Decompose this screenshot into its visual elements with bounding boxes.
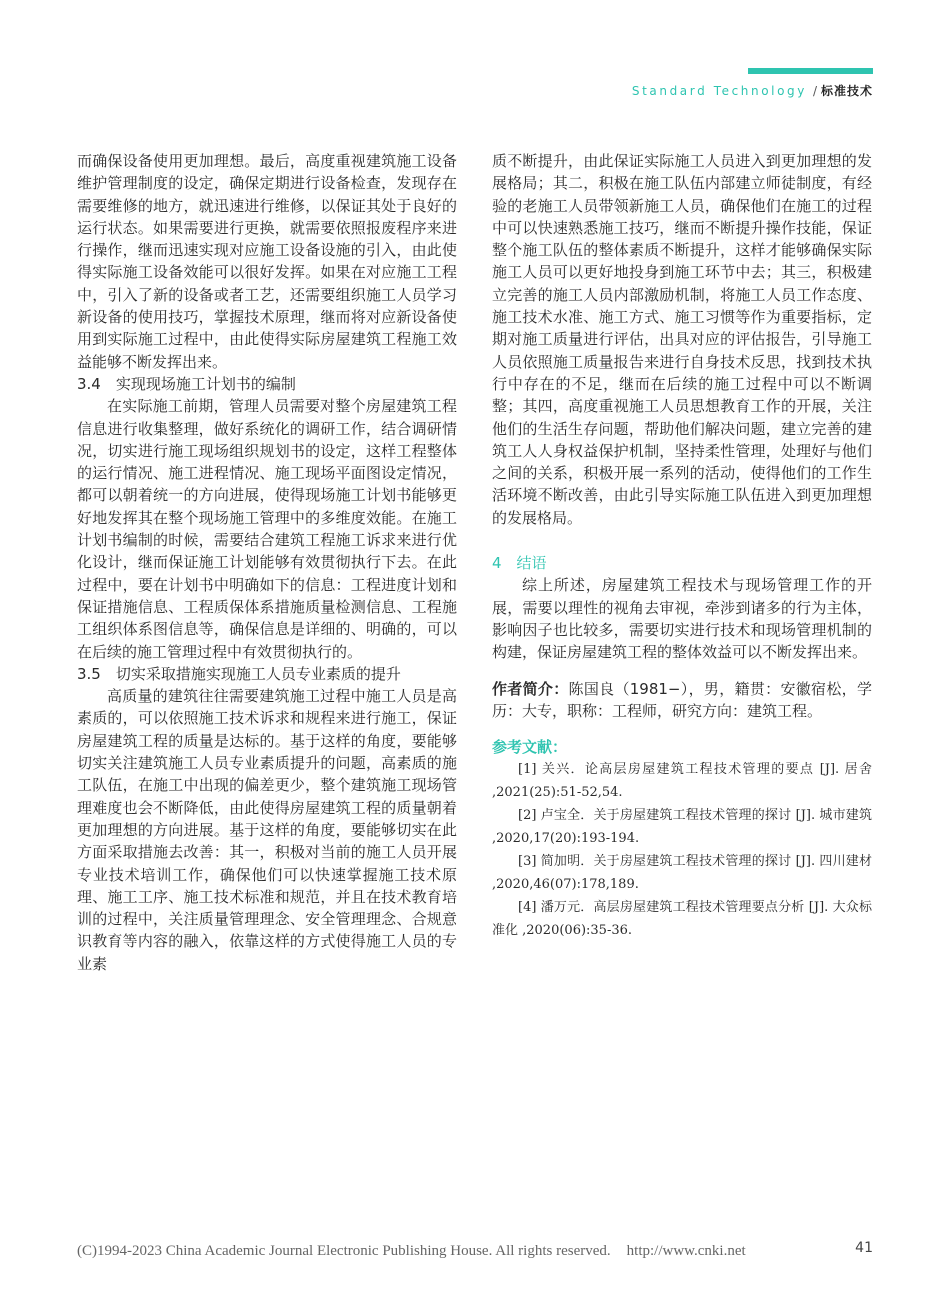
reference-item: [3] 简加明．关于房屋建筑工程技术管理的探讨 [J]. 四川建材 ,2020,46(07):178,189.: [492, 854, 872, 893]
paragraph-equipment: 而确保设备使用更加理想。最后，高度重视建筑施工设备维护管理制度的设定，确保定期进行设备检查，发现存在需要维修的地方，就迅速进行维修，以保证其处于良好的运行状态。如果需要进行更换，就需要依照报废程序来进行操作，继而迅速实现对应施工设备设施的引入，由此使得实际施工设备效能可以很好发挥。如果在对应施工工程中，引入了新的设备或者工艺，还需要组织施工人员学习新设备的使用技巧，掌握技术原理，继而将对应新设备使用到实际施工过程中，由此使得实际房屋建筑工程施工效益能够不断发挥出来。: [77, 152, 457, 371]
section-title-conclusion: 4 结语: [492, 554, 547, 573]
cnki-link[interactable]: http://www.cnki.net: [626, 1243, 746, 1259]
paragraph-personnel-continued: 质不断提升，由此保证实际施工人员进入到更加理想的发展格局；其二，积极在施工队伍内部建立师徒制度，有经验的老施工人员带领新施工人员，确保他们在施工的过程中可以快速熟悉施工技巧，继而不断提升操作技能，保证整个施工队伍的整体素质不断提升，这样才能够确保实际施工人员可以更好地投身到施工环节中去；其三，积极建立完善的施工人员内部激励机制，将施工人员工作态度、施工技术水准、施工方式、施工习惯等作为重要指标，定期对施工质量进行评估，出具对应的评估报告，引导施工人员依照施工质量报告来进行自身技术反思，找到技术执行中存在的不足，继而在后续的施工过程中可以不断调整；其四，高度重视施工人员思想教育工作的开展，关注他们的生活生存问题，帮助他们解决问题，建立完善的建筑工人人身权益保护机制，坚持柔性管理，处理好与他们之间的关系，积极开展一系列的活动，使得他们的工作生活环境不断改善，由此引导实际施工队伍进入到更加理想的发展格局。: [492, 152, 872, 527]
left-column: [77, 150, 457, 975]
reference-item: [1] 关兴．论高层房屋建筑工程技术管理的要点 [J]. 居舍 ,2021(25):51-52,54.: [492, 762, 872, 801]
reference-item: [4] 潘万元．高层房屋建筑工程技术管理要点分析 [J]. 大众标准化 ,2020(06):35-36.: [492, 900, 872, 939]
paragraph-construction-plan: 在实际施工前期，管理人员需要对整个房屋建筑工程信息进行收集整理，做好系统化的调研工作，结合调研情况，切实进行施工现场组织规划书的设定，这样工程整体的运行情况、施工进程情况、施工现场平面图设定情况，都可以朝着统一的方向进展，使得现场施工计划书能够更好地发挥其在整个现场施工管理中的多维度效能。在施工计划书编制的时候，需要结合建筑工程施工诉求来进行优化设计，继而保证施工计划能够有效贯彻执行下去。在此过程中，要在计划书中明确如下的信息：工程进度计划和保证措施信息、工程质保体系措施质量检测信息、工程施工组织体系图信息等，确保信息是详细的、明确的，可以在后续的施工管理过程中有效贯彻执行的。: [77, 397, 457, 661]
author-bio: [492, 678, 872, 723]
paragraph-personnel-quality: 高质量的建筑往往需要建筑施工过程中施工人员是高素质的，可以依照施工技术诉求和规程来进行施工，保证房屋建筑工程的质量是达标的。基于这样的角度，要能够切实关注建筑施工人员专业素质提升的问题，高素质的施工队伍，在施工中出现的偏差更少，整个建筑施工现场管理难度也会不断降低，由此使得房屋建筑工程的质量朝着更加理想的方向进展。基于这样的角度，要能够切实在此方面采取措施去改善：其一，积极对当前的施工人员开展专业技术培训工作，确保他们可以快速掌握施工技术原理、施工工序、施工技术标准和规范，并且在技术教育培训的过程中，关注质量管理理念、安全管理理念、合规意识教育等内容的融入，依靠这样的方式使得施工人员的专业素: [77, 687, 457, 973]
author-label: 作者简介：: [492, 679, 569, 698]
author-text: 陈国良（1981−），男，籍贯：安徽宿松，学历：大专，职称：工程师，研究方向：建筑工程。: [492, 679, 872, 720]
paragraph-conclusion: 综上所述，房屋建筑工程技术与现场管理工作的开展，需要以理性的视角去审视，牵涉到诸多的行为主体，影响因子也比较多，需要切实进行技术和现场管理机制的构建，保证房屋建筑工程的整体效益可以不断发挥出来。: [492, 576, 872, 662]
footer-copyright: [77, 1243, 746, 1260]
header-chinese: 标准技术: [820, 84, 873, 98]
references-title: 参考文献：: [492, 738, 568, 757]
reference-item: [2] 卢宝全．关于房屋建筑工程技术管理的探讨 [J]. 城市建筑 ,2020,17(20):193-194.: [492, 808, 872, 847]
header-accent-bar: [748, 68, 873, 74]
running-header: [632, 82, 873, 99]
subheading-3-5: 3.5 切实采取措施实现施工人员专业素质的提升: [77, 664, 401, 683]
right-column: [492, 150, 872, 942]
page-number: 41: [855, 1240, 873, 1256]
header-separator: /: [812, 84, 817, 98]
subheading-3-4: 3.4 实现现场施工计划书的编制: [77, 374, 296, 393]
copyright-text: (C)1994-2023 China Academic Journal Electronic Publishing House. All rights reserved.: [77, 1243, 611, 1259]
header-english: Standard Technology: [631, 84, 807, 98]
